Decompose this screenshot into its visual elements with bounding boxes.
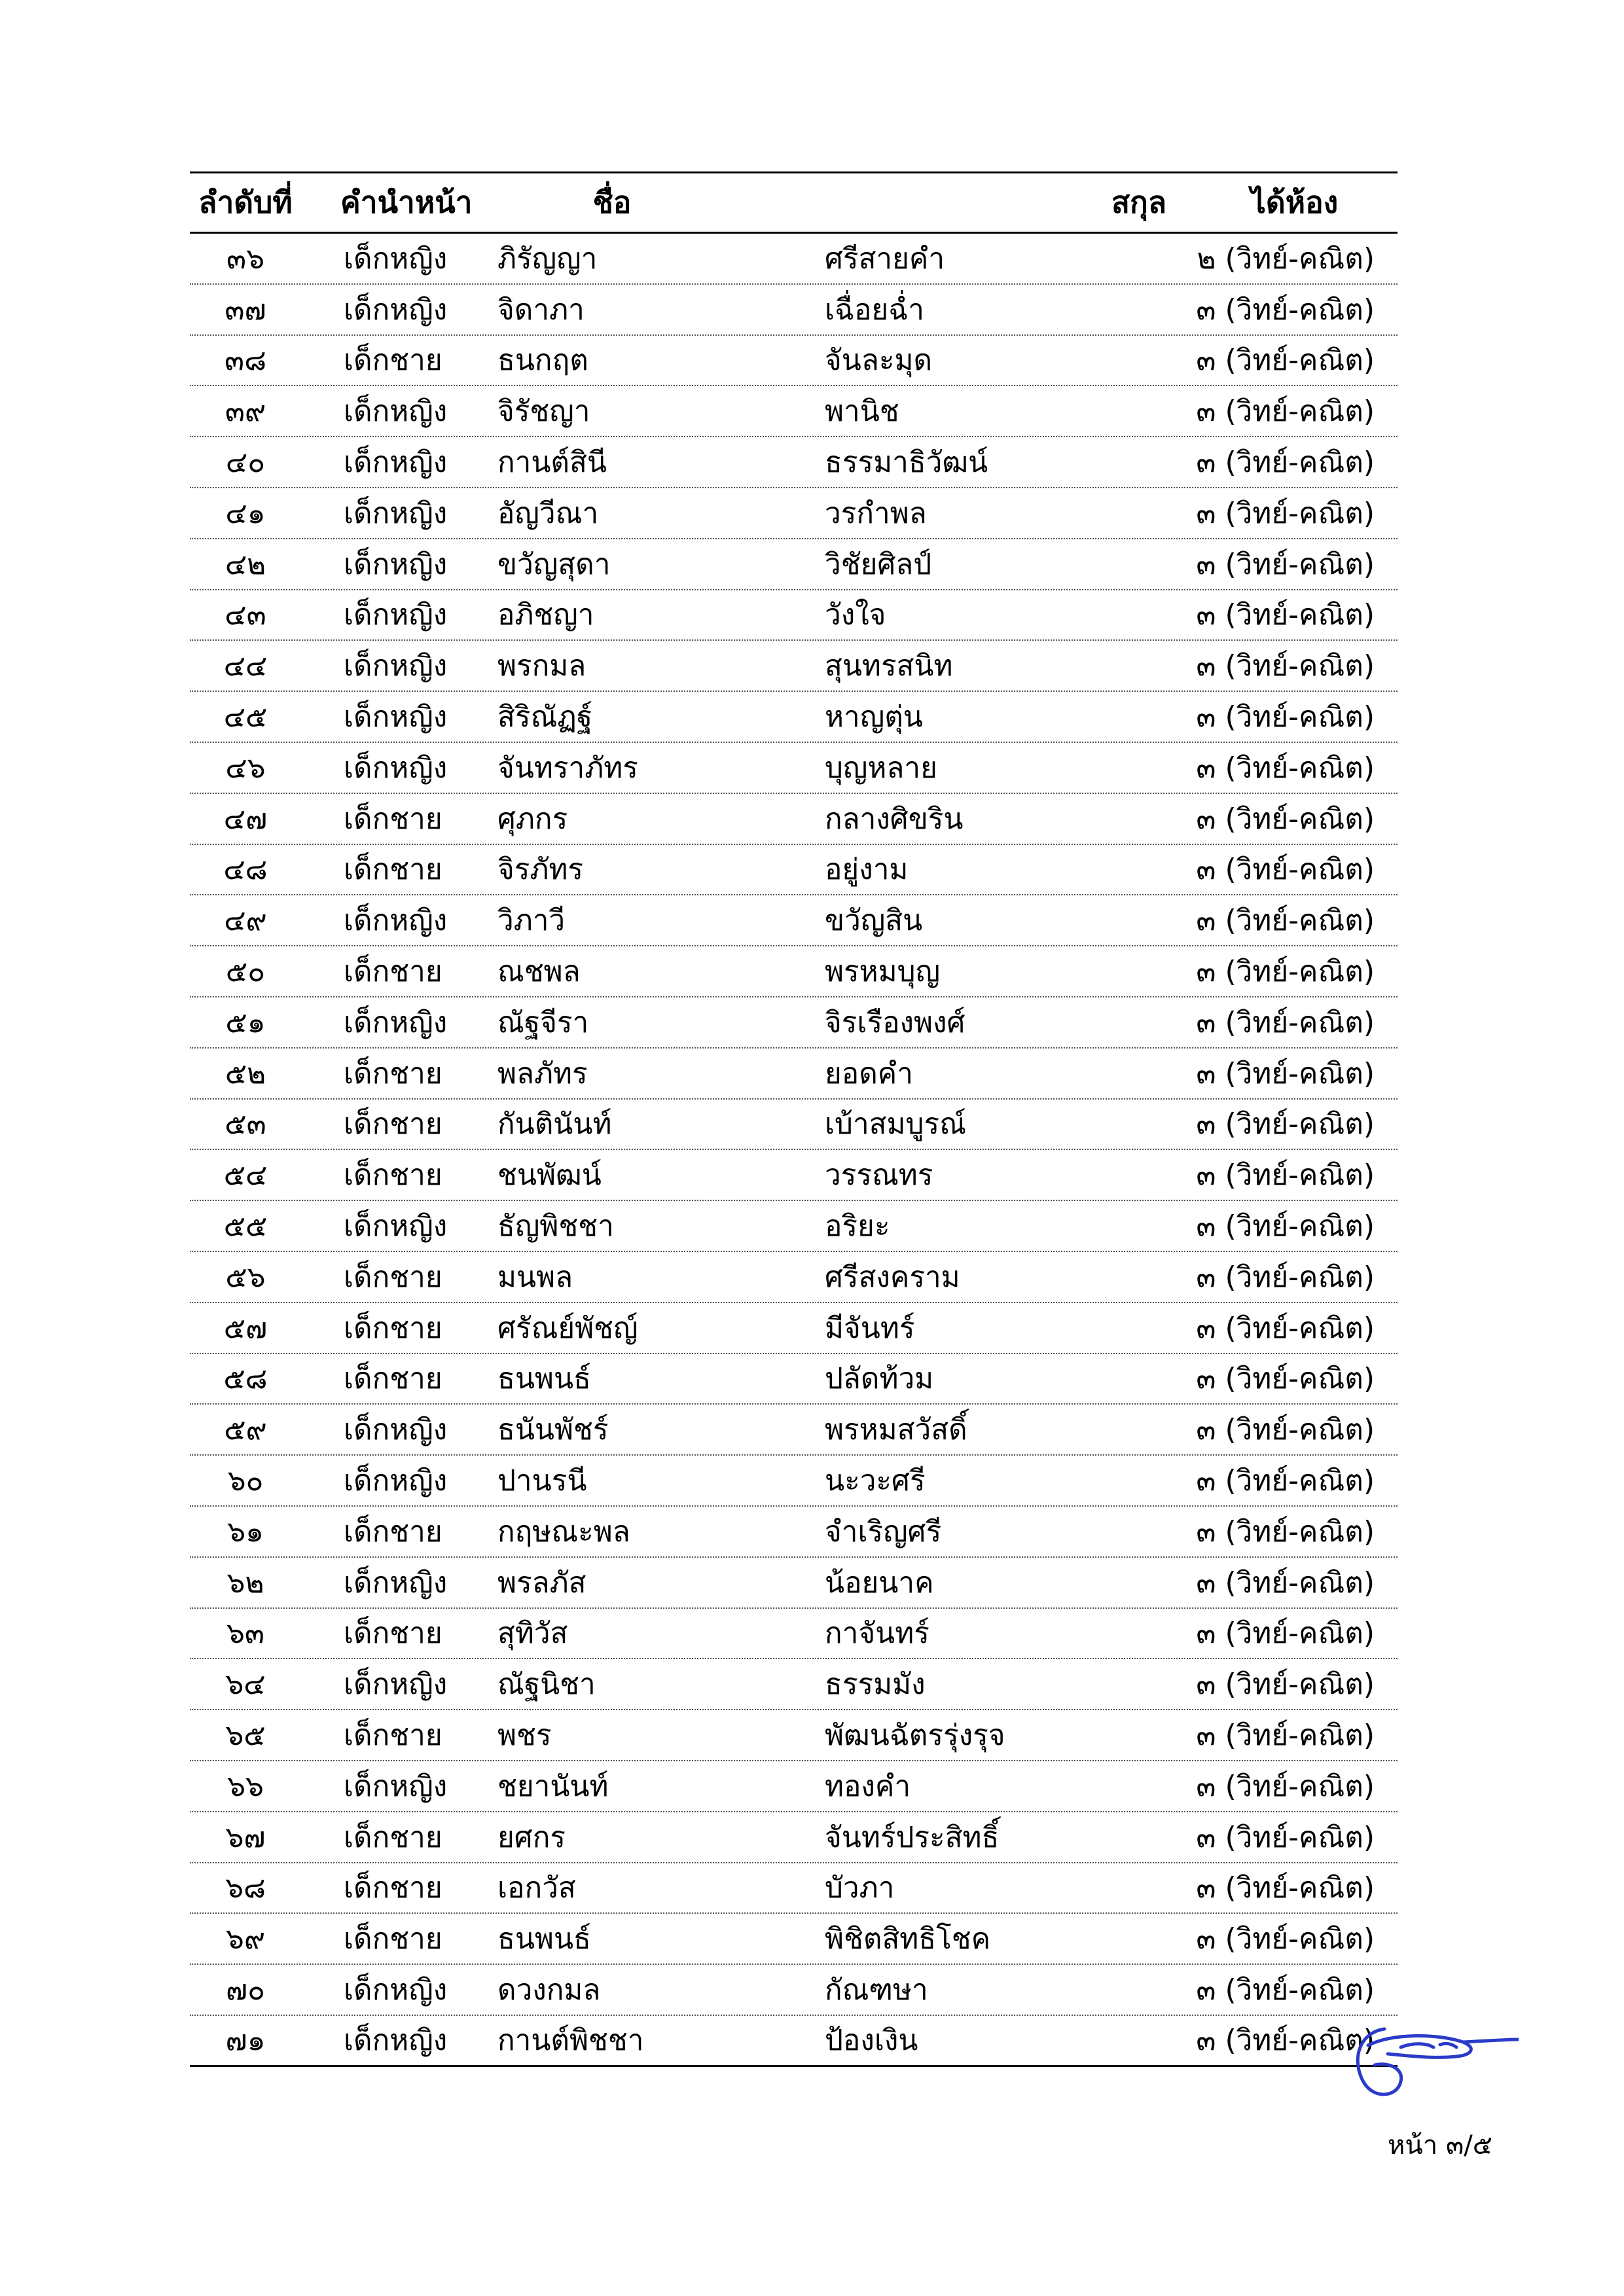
- table-row: [190, 1150, 1398, 1201]
- row-title: เด็กหญิง: [344, 598, 448, 632]
- row-name: จิรัชญา: [497, 395, 590, 429]
- row-room: ๓ (วิทย์-คณิต): [1196, 1413, 1375, 1447]
- row-room: ๓ (วิทย์-คณิต): [1196, 1668, 1375, 1702]
- row-room: ๓ (วิทย์-คณิต): [1196, 395, 1375, 429]
- table-row: [190, 1914, 1398, 1965]
- row-title: เด็กชาย: [344, 1311, 442, 1345]
- row-surname: จันทร์ประสิทธิ์: [825, 1820, 1000, 1854]
- table-row: [190, 437, 1398, 488]
- table-row: [190, 1049, 1398, 1100]
- row-name: กานต์พิชชา: [497, 2024, 644, 2058]
- row-room: ๓ (วิทย์-คณิต): [1196, 1005, 1375, 1039]
- row-name: จิรภัทร: [497, 853, 584, 887]
- row-number: ๕๒: [225, 1056, 266, 1090]
- header-no: ลำดับที่: [198, 185, 293, 220]
- row-title: เด็กหญิง: [344, 1668, 448, 1702]
- row-name: มนพล: [497, 1260, 573, 1294]
- table-row: [190, 386, 1398, 437]
- row-surname: ศรีสายคำ: [825, 242, 945, 276]
- row-number: ๕๔: [223, 1158, 268, 1193]
- table-row: [190, 1710, 1398, 1761]
- row-title: เด็กชาย: [344, 344, 442, 378]
- row-name: ธนพนธ์: [497, 1362, 591, 1396]
- row-number: ๕๘: [223, 1362, 268, 1396]
- row-surname: จำเริญศรี: [825, 1515, 942, 1549]
- row-surname: ศรีสงคราม: [825, 1260, 960, 1294]
- signature: [1322, 2016, 1519, 2108]
- row-number: ๖๘: [225, 1871, 266, 1905]
- row-surname: ป้องเงิน: [825, 2024, 918, 2058]
- row-title: เด็กชาย: [344, 1515, 442, 1549]
- row-name: กฤษณะพล: [497, 1515, 630, 1549]
- row-room: ๓ (วิทย์-คณิต): [1196, 598, 1375, 632]
- row-room: ๓ (วิทย์-คณิต): [1196, 1210, 1375, 1244]
- row-room: ๒ (วิทย์-คณิต): [1197, 242, 1375, 276]
- row-surname: อยู่งาม: [825, 853, 909, 887]
- row-surname: หาญตุ่น: [825, 700, 923, 734]
- row-title: เด็กชาย: [344, 1922, 442, 1956]
- row-name: จันทราภัทร: [497, 751, 638, 785]
- table-row: [190, 1659, 1398, 1710]
- row-room: ๓ (วิทย์-คณิต): [1196, 293, 1375, 327]
- row-name: ภิรัญญา: [497, 242, 598, 276]
- row-title: เด็กหญิง: [344, 2024, 448, 2058]
- row-name: กันตินันท์: [497, 1107, 612, 1141]
- row-surname: พัฒนฉัตรรุ่งรุจ: [825, 1719, 1005, 1752]
- row-name: ธนันพัชร์: [497, 1413, 609, 1447]
- row-title: เด็กหญิง: [344, 1973, 448, 2007]
- table-header: [190, 171, 1398, 234]
- table-row: [190, 794, 1398, 845]
- row-surname: วิชัยศิลป์: [825, 547, 932, 581]
- row-name: ปานรนี: [497, 1464, 587, 1498]
- row-room: ๓ (วิทย์-คณิต): [1196, 802, 1375, 836]
- row-number: ๕๐: [225, 955, 266, 989]
- row-name: ขวัญสุดา: [497, 547, 611, 581]
- row-title: เด็กหญิง: [344, 1413, 448, 1447]
- row-name: ธัญพิชชา: [497, 1210, 614, 1244]
- row-title: เด็กชาย: [344, 1158, 442, 1193]
- row-surname: วังใจ: [825, 598, 886, 632]
- row-name: พชร: [497, 1719, 552, 1752]
- table-row: [190, 1456, 1398, 1507]
- row-title: เด็กหญิง: [344, 1005, 448, 1039]
- row-title: เด็กชาย: [344, 1056, 442, 1090]
- row-number: ๗๑: [225, 2024, 266, 2058]
- row-room: ๓ (วิทย์-คณิต): [1196, 649, 1375, 683]
- row-number: ๕๓: [225, 1107, 266, 1141]
- table-row: [190, 641, 1398, 692]
- row-title: เด็กหญิง: [344, 1210, 448, 1244]
- row-title: เด็กหญิง: [344, 1464, 448, 1498]
- row-name: ธนพนธ์: [497, 1922, 591, 1956]
- row-title: เด็กชาย: [344, 1820, 442, 1854]
- row-room: ๓ (วิทย์-คณิต): [1196, 1617, 1375, 1651]
- row-name: ชยานันท์: [497, 1769, 609, 1803]
- row-name: อัญวีณา: [497, 496, 599, 530]
- row-title: เด็กหญิง: [344, 547, 448, 581]
- row-number: ๔๕: [223, 700, 268, 734]
- row-title: เด็กชาย: [344, 1260, 442, 1294]
- row-title: เด็กชาย: [344, 1617, 442, 1651]
- row-surname: น้อยนาค: [825, 1566, 934, 1600]
- table-row: [190, 1303, 1398, 1354]
- table-row: [190, 692, 1398, 743]
- student-room-table: [190, 171, 1398, 2067]
- row-number: ๗๐: [226, 1973, 265, 2007]
- row-name: พรลภัส: [497, 1566, 586, 1600]
- table-row: [190, 743, 1398, 794]
- table-row: [190, 895, 1398, 946]
- row-number: ๔๙: [224, 904, 267, 938]
- row-name: ณัฐจีรา: [497, 1005, 589, 1039]
- table-row: [190, 1812, 1398, 1863]
- row-room: ๓ (วิทย์-คณิต): [1196, 1464, 1375, 1498]
- table-row: [190, 1354, 1398, 1405]
- row-title: เด็กชาย: [344, 1719, 442, 1752]
- table-row: [190, 1558, 1398, 1609]
- row-title: เด็กหญิง: [344, 904, 448, 938]
- row-surname: บุญหลาย: [825, 751, 937, 785]
- row-number: ๖๕: [225, 1719, 266, 1752]
- row-name: จิดาภา: [497, 293, 585, 327]
- row-title: เด็กหญิง: [344, 649, 448, 683]
- row-name: ณชพล: [497, 955, 581, 989]
- table-row: [190, 1507, 1398, 1558]
- row-surname: จิรเรืองพงศ์: [825, 1005, 965, 1039]
- row-room: ๓ (วิทย์-คณิต): [1196, 955, 1375, 989]
- row-number: ๔๑: [225, 496, 266, 530]
- row-number: ๓๖: [226, 242, 264, 276]
- row-room: ๓ (วิทย์-คณิต): [1196, 1769, 1375, 1803]
- row-surname: อริยะ: [825, 1210, 890, 1244]
- row-title: เด็กหญิง: [344, 446, 448, 480]
- table-row: [190, 2016, 1398, 2067]
- row-room: ๓ (วิทย์-คณิต): [1196, 1107, 1375, 1141]
- row-number: ๔๐: [225, 446, 266, 480]
- row-title: เด็กหญิง: [344, 395, 448, 429]
- row-number: ๓๘: [224, 344, 267, 378]
- row-name: เอกวัส: [497, 1871, 576, 1905]
- row-number: ๖๔: [225, 1668, 266, 1702]
- row-room: ๓ (วิทย์-คณิต): [1196, 1719, 1375, 1752]
- row-number: ๕๗: [223, 1311, 268, 1345]
- row-surname: มีจันทร์: [825, 1311, 915, 1345]
- row-name: อภิชญา: [497, 598, 594, 632]
- table-row: [190, 539, 1398, 590]
- row-surname: พรหมสวัสดิ์: [825, 1413, 967, 1447]
- row-surname: ขวัญสิน: [825, 904, 923, 938]
- row-name: กานต์สินี: [497, 446, 607, 480]
- row-room: ๓ (วิทย์-คณิต): [1196, 2024, 1375, 2058]
- row-number: ๖๓: [226, 1617, 264, 1651]
- row-number: ๖๐: [227, 1464, 264, 1498]
- row-number: ๖๖: [227, 1769, 264, 1803]
- row-surname: วรรณทร: [825, 1158, 933, 1193]
- row-number: ๓๙: [225, 395, 266, 429]
- table-row: [190, 1252, 1398, 1303]
- row-surname: วรกำพล: [825, 496, 927, 530]
- row-room: ๓ (วิทย์-คณิต): [1196, 1515, 1375, 1549]
- row-surname: กลางศิขริน: [825, 802, 964, 836]
- row-surname: ยอดคำ: [825, 1056, 913, 1090]
- row-title: เด็กหญิง: [344, 496, 448, 530]
- row-name: ชนพัฒน์: [497, 1158, 602, 1193]
- row-number: ๕๕: [223, 1210, 268, 1244]
- table-row: [190, 234, 1398, 285]
- row-surname: สุนทรสนิท: [825, 649, 953, 683]
- table-row: [190, 590, 1398, 641]
- row-name: ศุภกร: [497, 802, 568, 836]
- row-surname: ปลัดท้วม: [825, 1362, 934, 1396]
- row-title: เด็กชาย: [344, 853, 442, 887]
- row-title: เด็กหญิง: [344, 751, 448, 785]
- table-row: [190, 997, 1398, 1049]
- row-title: เด็กหญิง: [344, 700, 448, 734]
- table-row: [190, 336, 1398, 387]
- row-room: ๓ (วิทย์-คณิต): [1196, 1311, 1375, 1345]
- row-room: ๓ (วิทย์-คณิต): [1196, 1566, 1375, 1600]
- row-title: เด็กชาย: [344, 1107, 442, 1141]
- row-name: ดวงกมล: [497, 1973, 601, 2007]
- row-number: ๔๖: [225, 751, 266, 785]
- row-room: ๓ (วิทย์-คณิต): [1196, 496, 1375, 530]
- header-surname: สกุล: [1111, 185, 1167, 220]
- row-room: ๓ (วิทย์-คณิต): [1196, 1973, 1375, 2007]
- row-surname: ทองคำ: [825, 1769, 911, 1803]
- row-number: ๖๑: [227, 1515, 264, 1549]
- row-number: ๖๒: [226, 1566, 264, 1600]
- row-surname: เฉื่อยฉ่ำ: [825, 293, 924, 327]
- header-room: ได้ห้อง: [1250, 185, 1339, 220]
- row-number: ๖๗: [225, 1820, 266, 1854]
- row-surname: พานิช: [825, 395, 899, 429]
- row-room: ๓ (วิทย์-คณิต): [1196, 751, 1375, 785]
- row-room: ๓ (วิทย์-คณิต): [1196, 904, 1375, 938]
- row-number: ๔๘: [223, 853, 268, 887]
- table-row: [190, 1965, 1398, 2016]
- row-room: ๓ (วิทย์-คณิต): [1196, 1871, 1375, 1905]
- row-surname: กาจันทร์: [825, 1617, 929, 1651]
- row-room: ๓ (วิทย์-คณิต): [1196, 547, 1375, 581]
- row-room: ๓ (วิทย์-คณิต): [1196, 1820, 1375, 1854]
- table-row: [190, 1761, 1398, 1812]
- row-number: ๕๑: [225, 1005, 266, 1039]
- row-number: ๔๔: [223, 649, 268, 683]
- row-name: ยศกร: [497, 1820, 566, 1854]
- row-name: ศรัณย์พัชญ์: [497, 1311, 638, 1345]
- row-name: สิริณัฏฐ์: [497, 700, 593, 734]
- row-number: ๓๗: [225, 293, 266, 327]
- row-room: ๓ (วิทย์-คณิต): [1196, 1362, 1375, 1396]
- row-surname: บัวภา: [825, 1871, 895, 1905]
- table-row: [190, 1609, 1398, 1660]
- page-number: หน้า ๓/๕: [1388, 2130, 1492, 2161]
- row-name: สุทิวัส: [497, 1617, 568, 1651]
- row-room: ๓ (วิทย์-คณิต): [1196, 853, 1375, 887]
- table-row: [190, 946, 1398, 997]
- row-name: พลภัทร: [497, 1056, 588, 1090]
- row-title: เด็กหญิง: [344, 293, 448, 327]
- row-surname: พิชิตสิทธิโชค: [825, 1922, 991, 1956]
- row-title: เด็กชาย: [344, 955, 442, 989]
- row-surname: กัณฑษา: [825, 1973, 928, 2007]
- row-number: ๔๗: [223, 802, 268, 836]
- row-number: ๔๓: [225, 598, 266, 632]
- row-room: ๓ (วิทย์-คณิต): [1196, 700, 1375, 734]
- row-number: ๔๒: [225, 547, 266, 581]
- row-title: เด็กหญิง: [344, 1566, 448, 1600]
- row-room: ๓ (วิทย์-คณิต): [1196, 344, 1375, 378]
- row-name: พรกมล: [497, 649, 586, 683]
- table-row: [190, 1201, 1398, 1252]
- row-number: ๖๙: [225, 1922, 266, 1956]
- header-name: ชื่อ: [592, 185, 632, 220]
- row-room: ๓ (วิทย์-คณิต): [1196, 1158, 1375, 1193]
- row-number: ๕๙: [224, 1413, 267, 1447]
- table-row: [190, 1100, 1398, 1151]
- row-surname: พรหมบุญ: [825, 955, 941, 989]
- row-surname: ธรรมาธิวัฒน์: [825, 446, 988, 480]
- row-title: เด็กชาย: [344, 1871, 442, 1905]
- row-name: ธนกฤต: [497, 344, 588, 378]
- table-row: [190, 845, 1398, 896]
- table-row: [190, 1863, 1398, 1914]
- header-title: คำนำหน้า: [340, 185, 473, 220]
- row-name: ณัฐนิชา: [497, 1668, 596, 1702]
- table-row: [190, 488, 1398, 539]
- row-title: เด็กหญิง: [344, 1769, 448, 1803]
- row-room: ๓ (วิทย์-คณิต): [1196, 1260, 1375, 1294]
- row-surname: ธรรมมัง: [825, 1668, 926, 1702]
- row-title: เด็กชาย: [344, 1362, 442, 1396]
- table-row: [190, 285, 1398, 336]
- table-row: [190, 1405, 1398, 1456]
- row-surname: เบ้าสมบูรณ์: [825, 1107, 966, 1141]
- row-name: วิภาวี: [497, 904, 566, 938]
- row-number: ๕๖: [225, 1260, 266, 1294]
- row-room: ๓ (วิทย์-คณิต): [1196, 1056, 1375, 1090]
- row-surname: จันละมุด: [825, 344, 933, 378]
- row-surname: นะวะศรี: [825, 1464, 926, 1498]
- row-room: ๓ (วิทย์-คณิต): [1196, 1922, 1375, 1956]
- row-title: เด็กชาย: [344, 802, 442, 836]
- row-room: ๓ (วิทย์-คณิต): [1196, 446, 1375, 480]
- row-title: เด็กหญิง: [344, 242, 448, 276]
